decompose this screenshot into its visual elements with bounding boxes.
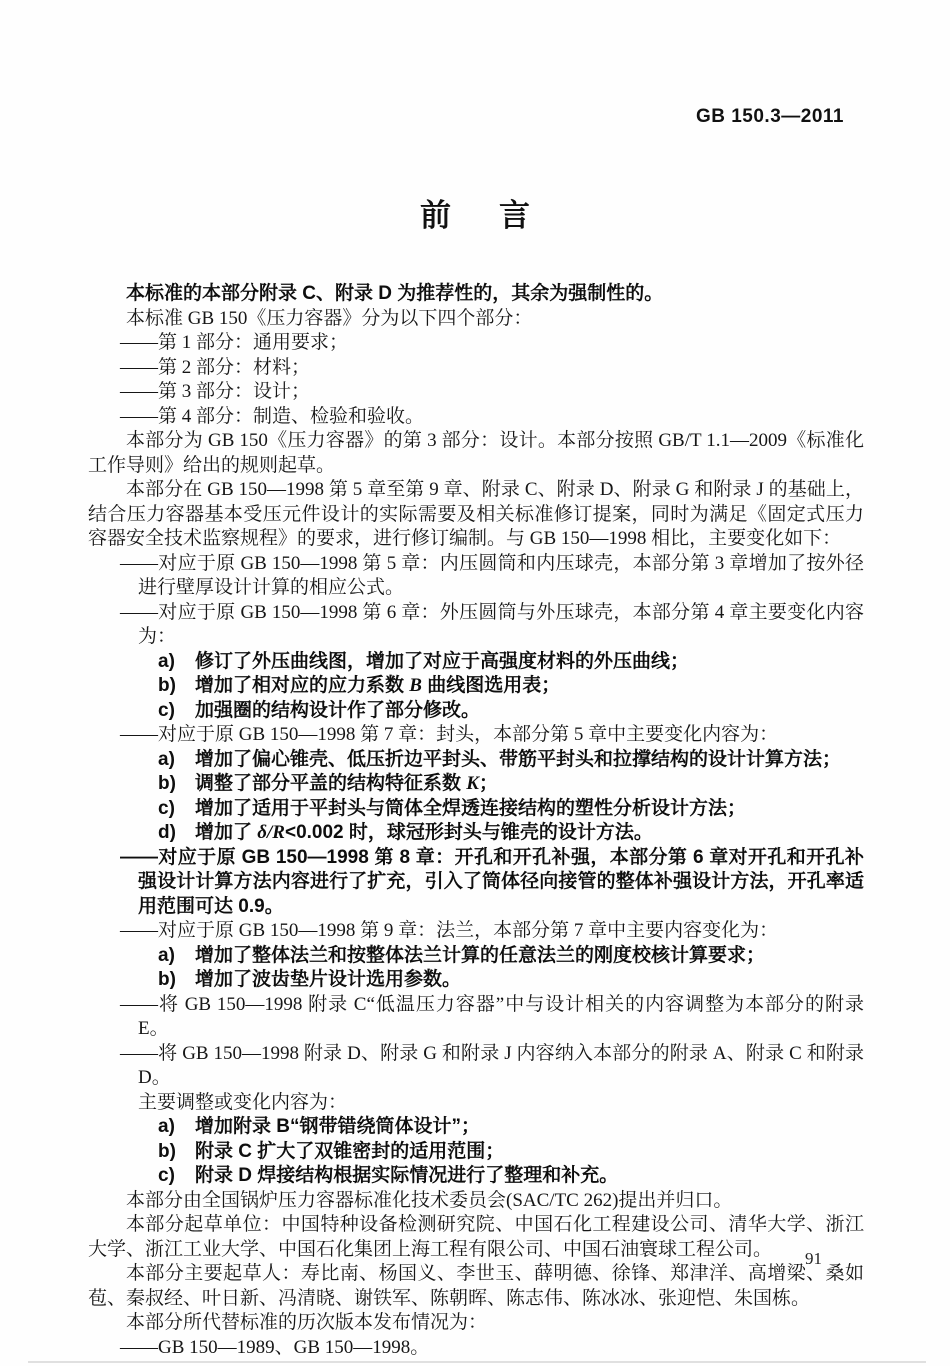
text-run: 加强圈的结构设计作了部分修改。	[195, 699, 481, 721]
list-item-letter: c)	[158, 699, 175, 721]
list-item-letter: a)	[158, 748, 175, 770]
list-item-letter: b)	[158, 675, 176, 696]
foreword-paragraph	[88, 1311, 864, 1336]
text-run: 曲线图选用表；	[421, 675, 561, 696]
foreword-list-item	[88, 674, 864, 699]
text-run: 附录 C 扩大了双锥密封的适用范围；	[195, 1140, 505, 1162]
text-run: 增加附录 B“钢带错绕筒体设计”；	[195, 1116, 481, 1137]
text-run: 本部分在 GB 150—1998 第 5 章至第 9 章、附录 C、附录 D、附录 G 和附录 J 的基础上，结合压力容器基本受压元件设计的实际需要及相关标准修订提案，同时为满足《固定式压力容器安全技术监察规程》的要求，进行修订编制。与 GB 150—1998 相比，主要变化如下：	[88, 479, 864, 549]
foreword-paragraph	[88, 919, 864, 944]
list-item-letter: a)	[158, 944, 175, 966]
title-char-2: 言	[499, 198, 530, 233]
text-run: ——对应于原 GB 150—1998 第 9 章：法兰，本部分第 7 章中主要内容变化为：	[120, 920, 779, 941]
foreword-paragraph	[88, 993, 864, 1042]
foreword-list-item	[88, 699, 864, 724]
foreword-paragraph	[88, 601, 864, 650]
foreword-list-item	[88, 1164, 864, 1189]
text-run: ——第 2 部分：材料；	[120, 356, 311, 378]
text-run: 本部分由全国锅炉压力容器标准化技术委员会(SAC/TC 262)提出并归口。	[126, 1189, 733, 1211]
foreword-list-item	[88, 944, 864, 969]
title-char-1: 前	[420, 198, 451, 233]
text-run: 本部分为 GB 150《压力容器》的第 3 部分：设计。本部分按照 GB/T 1.1—2009《标准化工作导则》给出的规则起草。	[88, 430, 864, 476]
foreword-paragraph	[88, 282, 864, 307]
foreword-list-item	[88, 748, 864, 773]
text-run: 修订了外压曲线图，增加了对应于高强度材料的外压曲线；	[195, 650, 690, 672]
text-run: 本部分主要起草人：寿比南、杨国义、李世玉、薛明德、徐锋、郑津洋、高增梁、桑如苞、秦叔经、叶日新、冯清晓、谢铁军、陈朝晖、陈志伟、陈冰冰、张迎恺、朱国栋。	[88, 1263, 864, 1309]
text-run: 增加了波齿垫片设计选用参数。	[195, 969, 462, 990]
foreword-paragraph	[88, 552, 864, 601]
text-run: ——将 GB 150—1998 附录 D、附录 G 和附录 J 内容纳入本部分的附录 A、附录 C 和附录 D。	[120, 1042, 864, 1088]
text-run: 本部分所代替标准的历次版本发布情况为：	[126, 1312, 488, 1333]
foreword-paragraph	[88, 331, 864, 356]
list-item-letter: a)	[158, 650, 175, 672]
list-item-letter: c)	[158, 1165, 175, 1186]
math-variable: δ/R	[257, 822, 285, 843]
foreword-paragraph	[88, 356, 864, 381]
text-run: 本标准的本部分附录 C、附录 D 为推荐性的，其余为强制性的。	[126, 283, 664, 304]
text-run: ——第 4 部分：制造、检验和验收。	[120, 405, 425, 427]
scan-artifact-line	[28, 1361, 926, 1363]
foreword-paragraph	[88, 1213, 864, 1262]
foreword-paragraph	[88, 1042, 864, 1091]
text-run: ——将 GB 150—1998 附录 C“低温压力容器”中与设计相关的内容调整为本部分的附录 E。	[120, 993, 864, 1039]
foreword-list-item	[88, 772, 864, 797]
foreword-body	[88, 282, 864, 1360]
text-run: ——第 1 部分：通用要求；	[120, 332, 349, 353]
foreword-paragraph	[88, 1262, 864, 1311]
foreword-paragraph	[88, 380, 864, 405]
text-run: 主要调整或变化内容为：	[138, 1091, 348, 1113]
foreword-paragraph	[88, 307, 864, 332]
list-item-letter: a)	[158, 1116, 175, 1137]
foreword-paragraph	[88, 478, 864, 552]
text-run: ——GB 150—1989、GB 150—1998。	[120, 1336, 430, 1358]
foreword-list-item	[88, 650, 864, 675]
text-run: ；	[478, 773, 498, 794]
list-item-letter: b)	[158, 969, 176, 990]
foreword-paragraph	[88, 429, 864, 478]
foreword-list-item	[88, 1140, 864, 1165]
text-run: ——对应于原 GB 150—1998 第 5 章：内压圆筒和内压球壳，本部分第 3 章增加了按外径进行壁厚设计计算的相应公式。	[120, 552, 864, 598]
text-run: 增加了偏心锥壳、低压折边平封头、带筋平封头和拉撑结构的设计计算方法；	[195, 748, 842, 770]
foreword-paragraph	[88, 1091, 864, 1116]
list-item-letter: d)	[158, 822, 176, 843]
text-run: ——对应于原 GB 150—1998 第 7 章：封头，本部分第 5 章中主要变化内容为：	[120, 724, 779, 745]
text-run: <0.002 时，球冠形封头与锥壳的设计方法。	[284, 822, 653, 843]
text-run: 调整了部分平盖的结构特征系数	[195, 773, 467, 794]
list-item-letter: c)	[158, 797, 175, 819]
text-run: 增加了适用于平封头与筒体全焊透连接结构的塑性分析设计方法；	[195, 797, 747, 819]
math-variable: B	[409, 675, 422, 696]
foreword-list-item	[88, 797, 864, 822]
list-item-letter: b)	[158, 773, 176, 794]
foreword-list-item	[88, 821, 864, 846]
text-run: 本部分起草单位：中国特种设备检测研究院、中国石化工程建设公司、清华大学、浙江大学、浙江工业大学、中国石化集团上海工程有限公司、中国石油寰球工程公司。	[88, 1214, 864, 1260]
foreword-paragraph	[88, 1336, 864, 1361]
text-run: 本标准 GB 150《压力容器》分为以下四个部分：	[126, 307, 533, 329]
text-run: 增加了	[195, 822, 258, 843]
list-item-letter: b)	[158, 1140, 176, 1162]
foreword-title	[0, 190, 950, 235]
text-run: 增加了整体法兰和按整体法兰计算的任意法兰的刚度校核计算要求；	[195, 944, 766, 966]
page-number: 91	[805, 1249, 822, 1268]
text-run: ——对应于原 GB 150—1998 第 8 章：开孔和开孔补强，本部分第 6 章对开孔和开孔补强设计计算方法内容进行了扩充，引入了筒体径向接管的整体补强设计方法，开孔率适用范围可达 0.9。	[120, 846, 864, 917]
text-run: ——第 3 部分：设计；	[120, 381, 311, 402]
page-header	[0, 0, 950, 128]
foreword-paragraph	[88, 846, 864, 920]
text-run: ——对应于原 GB 150—1998 第 6 章：外压圆筒与外压球壳，本部分第 4 章主要变化内容为：	[120, 601, 864, 647]
math-variable: K	[466, 773, 479, 794]
standard-code: GB 150.3—2011	[695, 106, 844, 127]
foreword-paragraph	[88, 405, 864, 430]
foreword-list-item	[88, 968, 864, 993]
text-run: 附录 D 焊接结构根据实际情况进行了整理和补充。	[195, 1165, 619, 1186]
foreword-paragraph	[88, 723, 864, 748]
text-run: 增加了相对应的应力系数	[195, 675, 410, 696]
foreword-paragraph	[88, 1189, 864, 1214]
foreword-list-item	[88, 1115, 864, 1140]
